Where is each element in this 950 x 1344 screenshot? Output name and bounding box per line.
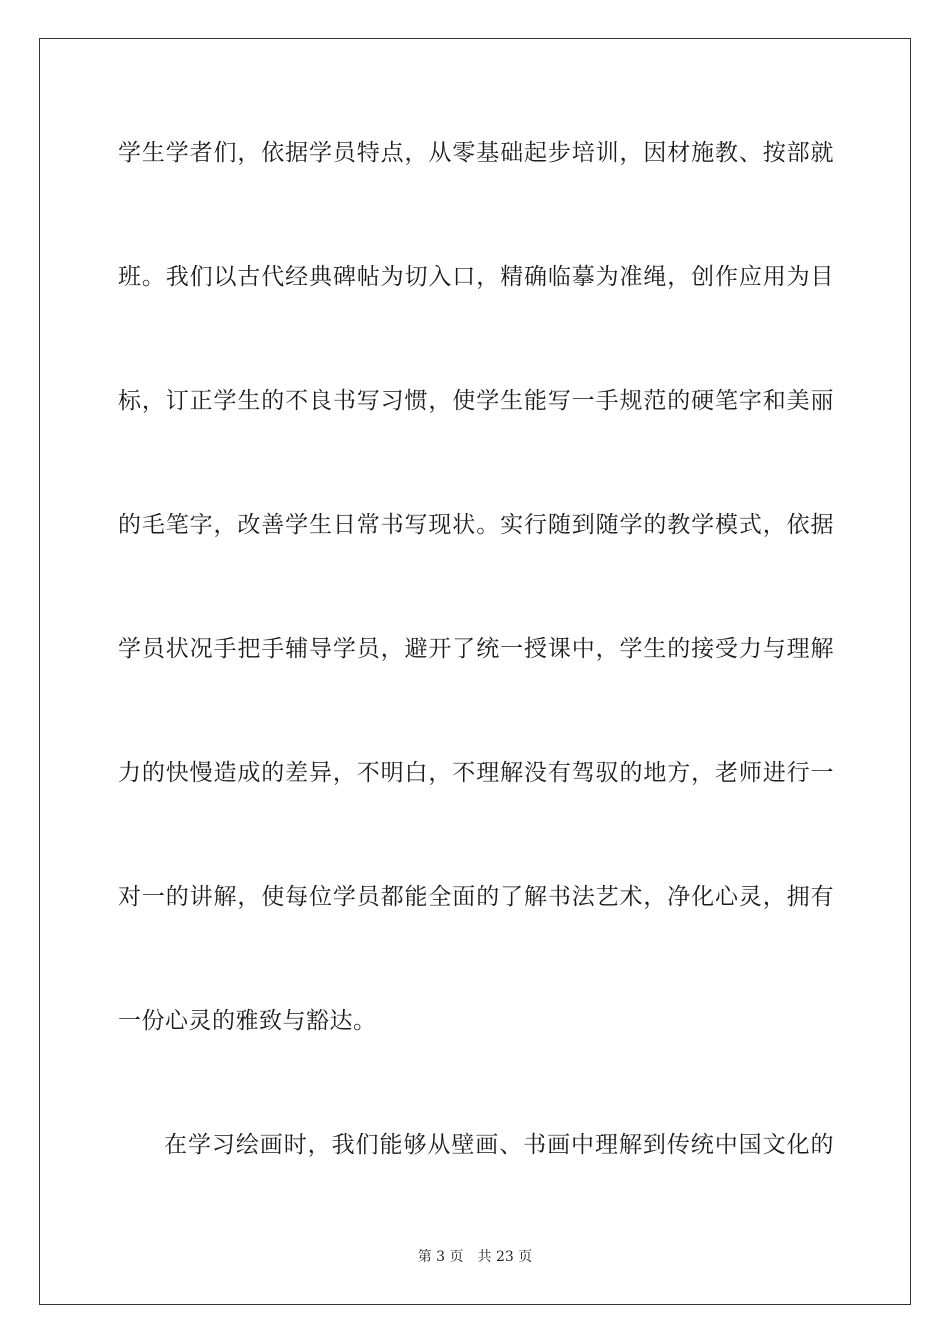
page-footer	[0, 1247, 950, 1267]
paragraph-line: 标，订正学生的不良书写习惯，使学生能写一手规范的硬笔字和美丽	[118, 388, 834, 414]
paragraph-line: 一份心灵的雅致与豁达。	[118, 1008, 377, 1034]
paragraph-line: 力的快慢造成的差异，不明白，不理解没有驾驭的地方，老师进行一	[118, 760, 834, 786]
paragraph-line: 在学习绘画时，我们能够从壁画、书画中理解到传统中国文化的	[164, 1132, 834, 1158]
paragraph-line: 学生学者们，依据学员特点，从零基础起步培训，因材施教、按部就	[118, 140, 834, 166]
total-pages: 共 23 页	[477, 1249, 533, 1265]
paragraph-line: 对一的讲解，使每位学员都能全面的了解书法艺术，净化心灵，拥有	[118, 884, 834, 910]
paragraph-line: 的毛笔字，改善学生日常书写现状。实行随到随学的教学模式，依据	[118, 512, 834, 538]
document-body	[118, 130, 834, 1246]
paragraph-line: 班。我们以古代经典碑帖为切入口，精确临摹为准绳，创作应用为目	[118, 264, 834, 290]
paragraph-line: 学员状况手把手辅导学员，避开了统一授课中，学生的接受力与理解	[118, 636, 834, 662]
page-number: 第 3 页	[417, 1249, 464, 1265]
